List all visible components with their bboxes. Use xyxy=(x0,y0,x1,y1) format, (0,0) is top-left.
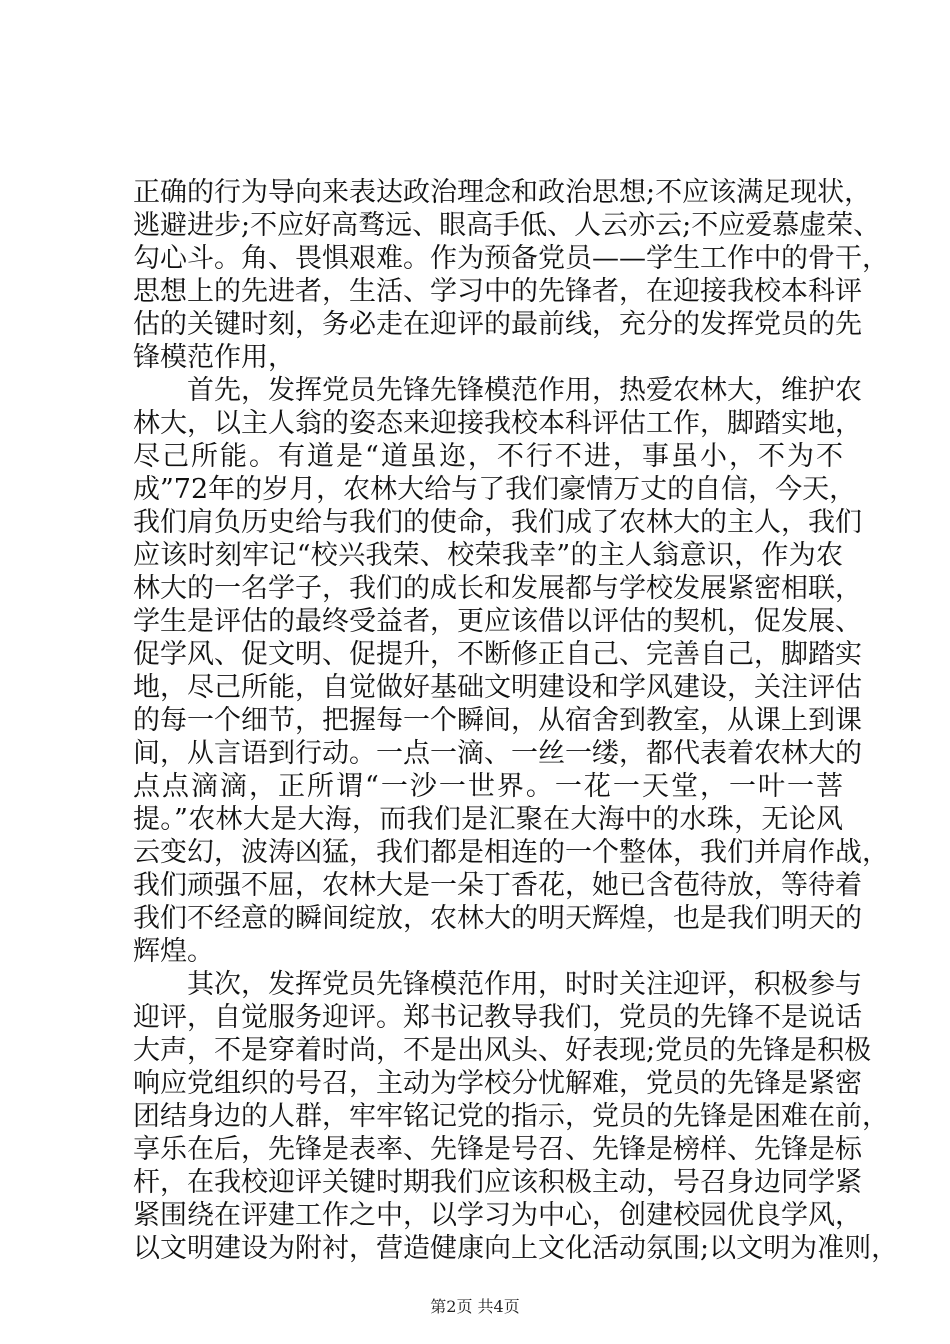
text-line: 锋模范作用， xyxy=(133,342,295,373)
text-line: 我们肩负历史给与我们的使命，我们成了农林大的主人，我们 xyxy=(133,507,862,538)
text-line: 学生是评估的最终受益者，更应该借以评估的契机，促发展、 xyxy=(133,606,862,637)
text-line: 勾心斗。角、畏惧艰难。作为预备党员——学生工作中的骨干， xyxy=(133,243,889,274)
text-line: 正确的行为导向来表达政治理念和政治思想;不应该满足现状， xyxy=(133,177,872,208)
paragraph-start-line: 其次，发挥党员先锋模范作用，时时关注迎评，积极参与 xyxy=(187,969,862,1000)
text-line: 应该时刻牢记“校兴我荣、校荣我幸”的主人翁意识，作为农 xyxy=(133,540,843,571)
text-line: 杆，在我校迎评关键时期我们应该积极主动，号召身边同学紧 xyxy=(133,1167,862,1198)
text-line: 响应党组织的号召，主动为学校分忧解难，党员的先锋是紧密 xyxy=(133,1068,862,1099)
text-line: 逃避进步;不应好高骛远、眼高手低、人云亦云;不应爱慕虚荣、 xyxy=(133,210,881,241)
text-line: 迎评，自觉服务迎评。郑书记教导我们，党员的先锋不是说话 xyxy=(133,1002,862,1033)
text-line: 促学风、促文明、促提升，不断修正自己、完善自己，脚踏实 xyxy=(133,639,862,670)
text-line: 间，从言语到行动。一点一滴、一丝一缕，都代表着农林大的 xyxy=(133,738,862,769)
text-line: 地，尽己所能，自觉做好基础文明建设和学风建设，关注评估 xyxy=(133,672,862,703)
text-line: 云变幻，波涛凶猛，我们都是相连的一个整体，我们并肩作战， xyxy=(133,837,889,868)
text-line: 林大的一名学子，我们的成长和发展都与学校发展紧密相联， xyxy=(133,573,862,604)
text-line: 大声，不是穿着时尚，不是出风头、好表现;党员的先锋是积极 xyxy=(133,1035,872,1066)
text-line: 成”72年的岁月，农林大给与了我们豪情万丈的自信，今天， xyxy=(133,474,857,505)
text-line: 提。”农林大是大海，而我们是汇聚在大海中的水珠，无论风 xyxy=(133,804,843,835)
text-line: 团结身边的人群，牢牢铭记党的指示，党员的先锋是困难在前， xyxy=(133,1101,889,1132)
text-line: 辉煌。 xyxy=(133,936,214,967)
page-number-footer: 第2页 共4页 xyxy=(430,1297,520,1316)
text-line: 紧围绕在评建工作之中，以学习为中心，创建校园优良学风， xyxy=(133,1200,862,1231)
text-line: 估的关键时刻，务必走在迎评的最前线，充分的发挥党员的先 xyxy=(133,309,862,340)
paragraph-start-line: 首先，发挥党员先锋先锋模范作用，热爱农林大，维护农 xyxy=(187,375,862,406)
text-line: 的每一个细节，把握每一个瞬间，从宿舍到教室，从课上到课 xyxy=(133,705,862,736)
text-line: 林大，以主人翁的姿态来迎接我校本科评估工作，脚踏实地， xyxy=(133,408,862,439)
text-line: 我们不经意的瞬间绽放，农林大的明天辉煌，也是我们明天的 xyxy=(133,903,862,934)
text-line: 以文明建设为附衬，营造健康向上文化活动氛围;以文明为准则， xyxy=(133,1233,899,1264)
text-line: 我们顽强不屈，农林大是一朵丁香花，她已含苞待放，等待着 xyxy=(133,870,862,901)
text-line: 思想上的先进者，生活、学习中的先锋者，在迎接我校本科评 xyxy=(133,276,862,307)
text-line: 尽己所能。有道是“道虽迩，不行不进，事虽小，不为不 xyxy=(133,441,843,472)
text-line: 点点滴滴，正所谓“一沙一世界。一花一天堂，一叶一菩 xyxy=(133,771,843,802)
text-line: 享乐在后，先锋是表率、先锋是号召、先锋是榜样、先锋是标 xyxy=(133,1134,862,1165)
